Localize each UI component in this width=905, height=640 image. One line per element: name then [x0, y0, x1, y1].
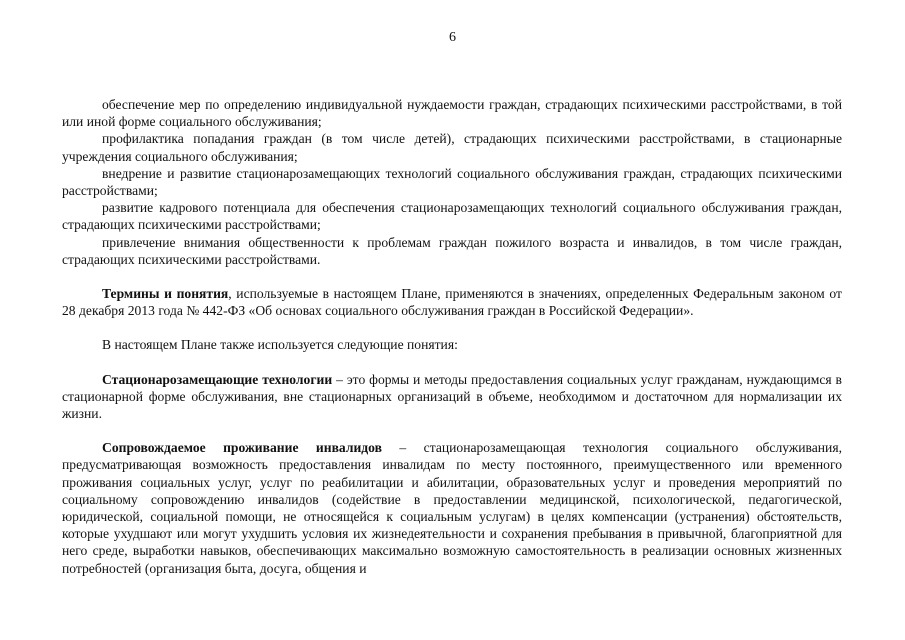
definition-supported-living [62, 439, 842, 577]
terms-paragraph [62, 285, 842, 319]
terms-heading: Термины и понятия [102, 286, 229, 302]
document-body [62, 96, 842, 577]
definition-text: – это формы и методы предоставления социальных услуг гражданам, нуждающимся в стационарной форме обслуживания, вне стационарных организаций в объеме, необходимом и достаточном для нормализации их жизни. [62, 371, 842, 422]
definition-term: Стационарозамещающие технологии [102, 371, 333, 387]
definition-term: Сопровождаемое проживание инвалидов [102, 440, 382, 456]
list-item-1: обеспечение мер по определению индивидуальной нуждаемости граждан, страдающих психическими расстройствами, в той или иной форме социального обслуживания; [62, 97, 842, 130]
definition-stationary-replacing [62, 371, 842, 423]
list-item-3: внедрение и развитие стационарозамещающих технологий социального обслуживания граждан, страдающих психическими расстройствами; [62, 165, 842, 199]
list-item-5: привлечение внимания общественности к проблемам граждан пожилого возраста и инвалидов, в том числе граждан, страдающих психическими расстройствами. [62, 234, 842, 267]
list-item-2: профилактика попадания граждан (в том числе детей), страдающих психическими расстройствами, в стационарные учреждения социального обслуживания; [62, 131, 842, 164]
page-number: 6 [449, 30, 456, 45]
list-item-4: развитие кадрового потенциала для обеспечения стационарозамещающих технологий социального обслуживания граждан, страдающих психическими расстройствами; [62, 200, 842, 233]
terms-text: , используемые в настоящем Плане, применяются в значениях, определенных Федеральным законом от 28 декабря 2013 года № 442-ФЗ «Об основах социального обслуживания граждан в Российской Федерации». [62, 286, 842, 319]
definition-text: – стационарозамещающая технология социального обслуживания, предусматривающая возможность предоставления инвалидам по месту постоянного, преимущественного или временного проживания социальных услуг, услуг по реабилитации и абилитации, образовательных услуг и проведения мероприятий по социальному сопровождению инвалидов (содействие в предоставлении медицинской, психологической, педагогической, юридической, социальной помощи, не относящейся к социальным услугам) в целях компенсации (устранения) обстоятельств, которые ухудшают или могут ухудшить условия их жизнедеятельности и сохранения пребывания в привычной, благоприятной для него среде, выработки навыков, обеспечивающих максимально возможную самостоятельность в реализации основных жизненных потребностей (организация быта, досуга, общения и [62, 440, 842, 576]
also-used-paragraph: В настоящем Плане также используется следующие понятия: [102, 337, 458, 353]
